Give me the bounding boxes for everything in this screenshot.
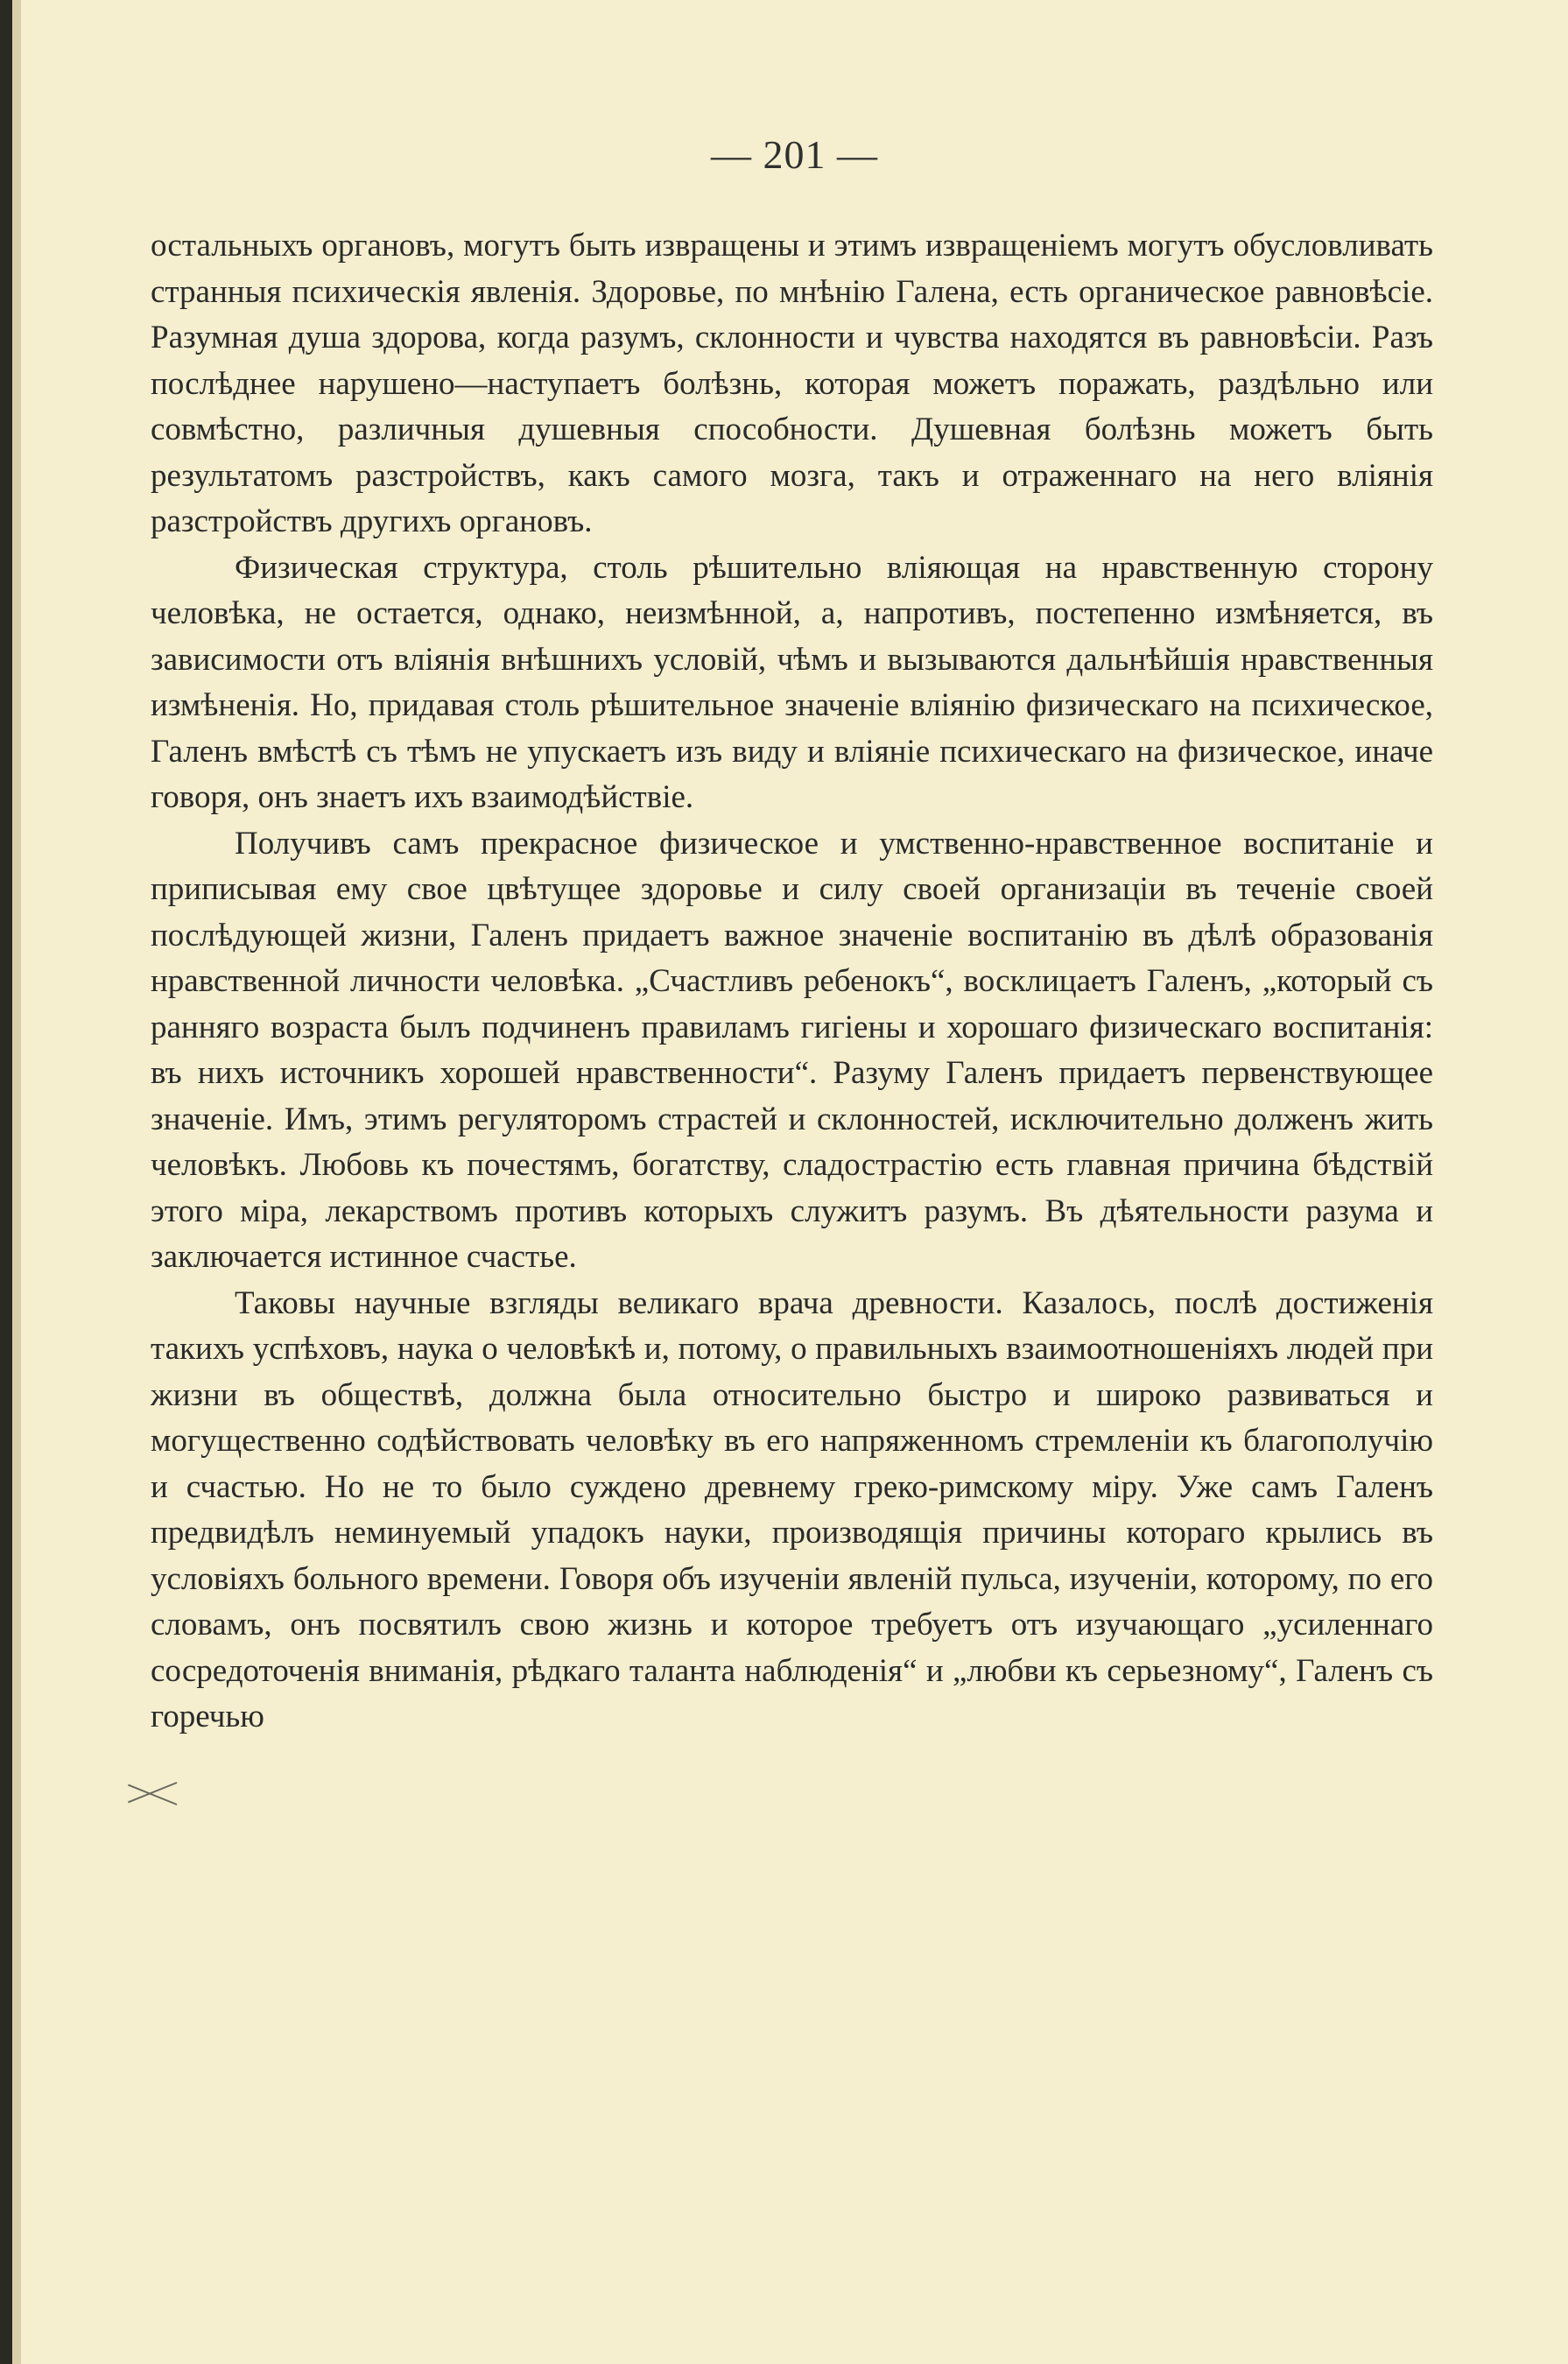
book-page bbox=[21, 0, 1568, 2364]
scan-binding-edge bbox=[0, 0, 12, 2364]
paragraph-3: Получивъ самъ прекрасное физическое и умственно-нравственное воспитаніе и приписывая ему свое цвѣтущее здоровье и силу своей организаціи въ теченіе своей послѣдующей жизни, Галенъ придаетъ важное значеніе воспитанію въ дѣлѣ образованія нравственной личности человѣка. „Счастливъ ребенокъ“, восклицаетъ Галенъ, „который съ ранняго возраста былъ подчиненъ правиламъ гигіены и хорошаго физическаго воспитанія: въ нихъ источникъ хорошей нравственности“. Разуму Галенъ придаетъ первенствующее значеніе. Имъ, этимъ регуляторомъ страстей и склонностей, исключительно долженъ жить человѣкъ. Любовь къ почестямъ, богатству, сладострастію есть главная причина бѣдствій этого міра, лекарствомъ противъ которыхъ служитъ разумъ. Въ дѣятельности разума и заключается истинное счастье. bbox=[151, 825, 1433, 1275]
scan-edge-shadow bbox=[12, 0, 21, 2364]
margin-pencil-mark-lower bbox=[128, 1784, 177, 1805]
paragraph-1: остальныхъ органовъ, могутъ быть извращены и этимъ извращеніемъ могутъ обусловливать странныя психическія явленія. Здоровье, по мнѣнію Галена, есть органическое равновѣсіе. Разумная душа здорова, когда разумъ, склонности и чувства находятся въ равновѣсіи. Разъ послѣднее нарушено—наступаетъ болѣзнь, которая можетъ поражать, раздѣльно или совмѣстно, различныя душевныя способности. Душевная болѣзнь можетъ быть результатомъ разстройствъ, какъ самого мозга, такъ и отраженнаго на него вліянія разстройствъ другихъ органовъ. bbox=[151, 228, 1433, 539]
paragraph-4: Таковы научные взгляды великаго врача древности. Казалось, послѣ достиженія такихъ успѣховъ, наука о человѣкѣ и, потому, о правильныхъ взаимоотношеніяхъ людей при жизни въ обществѣ, должна была относительно быстро и широко развиваться и могущественно содѣйствовать человѣку въ его напряженномъ стремленіи къ благополучію и счастью. Но не то было суждено древнему греко-римскому міру. Уже самъ Галенъ предвидѣлъ неминуемый упадокъ науки, производящія причины котораго крылись въ условіяхъ больного времени. Говоря объ изученіи явленій пульса, изученіи, которому, по его словамъ, онъ посвятилъ свою жизнь и которое требуетъ отъ изучающаго „усиленнаго сосредоточенія вниманія, рѣдкаго таланта наблюденія“ и „любви къ серьезному“, Галенъ съ горечью bbox=[151, 1284, 1433, 1734]
page-number: — 201 — bbox=[711, 132, 878, 177]
paragraph-2: Физическая структура, столь рѣшительно вліяющая на нравственную сторону человѣка, не остается, однако, неизмѣнной, а, напротивъ, постепенно измѣняется, въ зависимости отъ вліянія внѣшнихъ условій, чѣмъ и вызываются дальнѣйшія нравственныя измѣненія. Но, придавая столь рѣшительное значеніе вліянію физическаго на психическое, Галенъ вмѣстѣ съ тѣмъ не упускаетъ изъ виду и вліяніе психическаго на физическое, иначе говоря, онъ знаетъ ихъ взаимодѣйствіе. bbox=[151, 549, 1433, 815]
body-text bbox=[151, 223, 1433, 1741]
